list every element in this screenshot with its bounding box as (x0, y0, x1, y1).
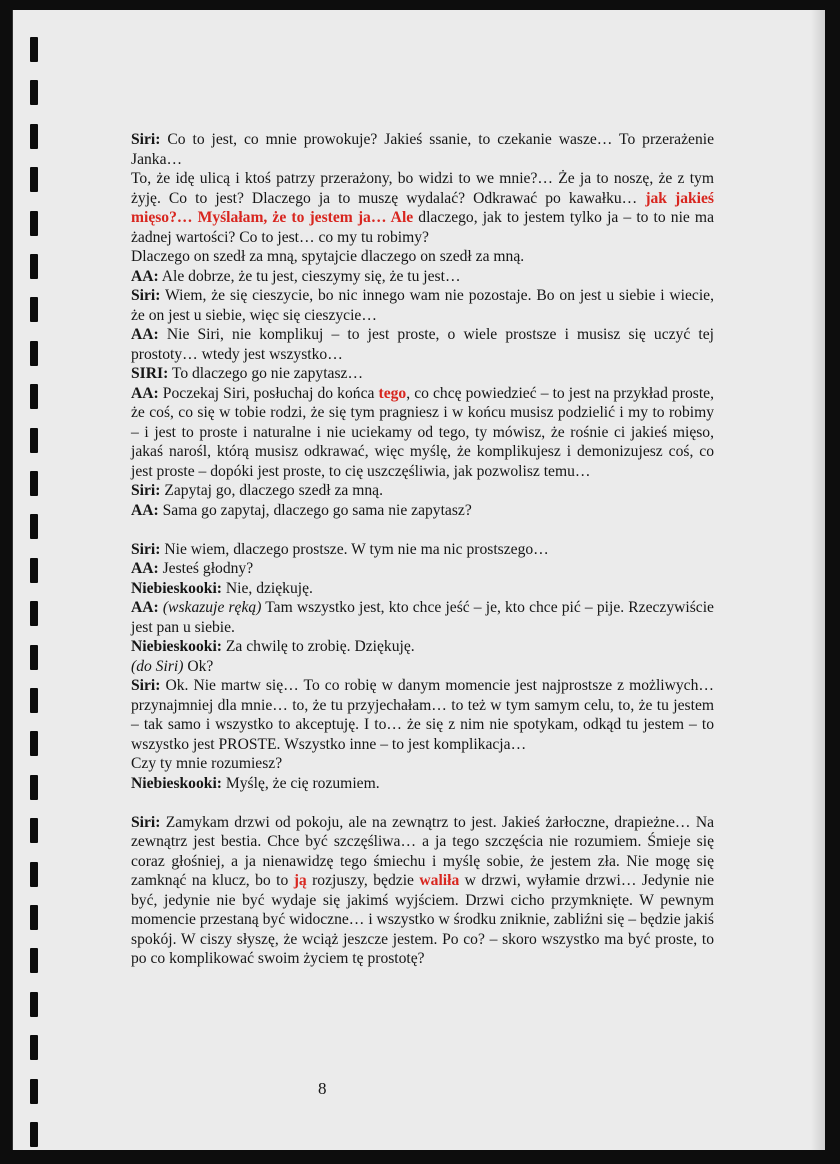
dialogue-text-run: w drzwi, wyłamie drzwi… Jedynie nie być, jedynie nie być wydaje się jakimś wyjściem. Drzwi cicho przymknięte. W pewnym momencie przestaną być widoczne… i wszystko w środku zniknie, zabliźni się – będzie jakiś spokój. W ciszy słyszę, że wciąż jeszcze jestem. Po co? – skoro wszystko ma być proste, to po co komplikować swoim życiem tę prostotę? (131, 872, 714, 967)
dialogue-paragraph (131, 130, 714, 169)
speaker-name: AA: (131, 560, 159, 577)
speaker-name: Siri: (131, 540, 161, 558)
binding-hole (30, 645, 38, 670)
binding-hole (30, 558, 38, 583)
dialogue-text-run: , co chcę powiedzieć – to jest na przykład proste, że coś, co się w tobie rodzi, że się tym pragniesz i w końcu musisz podzielić i my to robimy – i jest to proste i naturalne i nie uciekamy od tego, ty mówisz, że rośnie ci jakieś mięso, jakaś narośl, którą musisz odkrawać, więc myślę, że komplikujesz i demonizujesz coś, co jest proste – dopóki jest proste, to cię uszczęśliwia, jak pozwolisz temu… (131, 384, 714, 480)
dialogue-text (131, 130, 714, 969)
binding-hole (30, 731, 38, 756)
highlighted-text: waliła (419, 872, 460, 889)
binding-hole (30, 818, 38, 843)
dialogue-text-run: Nie Siri, nie komplikuj – to jest proste, o wiele prostsze i musisz się uczyć tej prostoty… wtedy jest wszystko… (131, 326, 714, 363)
dialogue-text-run: Tam wszystko jest, kto chce jeść – je, kto chce pić – pije. Rzeczywiście jest pan u siebie. (131, 599, 714, 636)
binding-hole (30, 905, 38, 930)
dialogue-paragraph (131, 774, 714, 794)
paragraph-gap (131, 793, 714, 813)
binding-hole (30, 211, 38, 236)
binding-hole (30, 471, 38, 496)
dialogue-text-run: Co to jest, co mnie prowokuje? Jakieś ssanie, to czekanie wasze… To przerażenie Janka… (131, 131, 714, 168)
dialogue-paragraph (131, 754, 714, 774)
dialogue-paragraph (131, 247, 714, 267)
dialogue-paragraph (131, 384, 714, 482)
dialogue-paragraph (131, 637, 714, 657)
dialogue-paragraph (131, 657, 714, 677)
stage-direction: (do Siri) (131, 657, 184, 675)
dialogue-paragraph (131, 267, 714, 287)
binding-hole (30, 254, 38, 279)
dialogue-text-run: Jesteś głodny? (158, 560, 254, 577)
binding-hole (30, 384, 38, 409)
dialogue-text-run: Ok. Nie martw się… To co robię w danym momencie jest najprostsze z możliwych… przynajmniej dla mnie… to, że tu przyjechałam… to też w tym samym celu, to, że tu jestem – tak samo i wszystko to akceptuję. I to… że się z nim nie spotykam, odkąd tu jestem – to wszystko jest PROSTE. Wszystko inne – to jest komplikacja… (131, 677, 714, 753)
speaker-name: AA: (131, 326, 159, 343)
dialogue-text-run: Zamykam drzwi od pokoju, ale na zewnątrz to jest. Jakieś żarłoczne, drapieżne… Na zewnątrz jest bestia. Chce być szczęśliwa… a ja tego szczęścia nie rozumiem. Śmieje się coraz głośniej, a ja nienawidzę tego śmiechu i myślę sobie, że jestem zła. Nie mogę się zamknąć na klucz, bo to (131, 813, 714, 889)
dialogue-text-run: rozjuszy, będzie (306, 872, 420, 889)
binding-hole (30, 37, 38, 62)
dialogue-text-run: Sama go zapytaj, dlaczego go sama nie zapytasz? (158, 501, 472, 519)
binding-hole (30, 514, 38, 539)
dialogue-text-run: To dlaczego go nie zapytasz… (168, 365, 364, 382)
dialogue-paragraph (131, 501, 714, 521)
speaker-name: Niebieskooki: (131, 638, 222, 655)
speaker-name: AA: (131, 501, 159, 519)
speaker-name: Siri: (131, 677, 161, 694)
highlighted-text: tego (378, 384, 407, 402)
speaker-name: Siri: (131, 813, 161, 831)
speaker-name: AA: (131, 384, 159, 402)
speaker-name: SIRI: (131, 365, 169, 382)
binding-hole (30, 601, 38, 626)
dialogue-text-run: Wiem, że się cieszycie, bo nic innego wam nie pozostaje. Bo on jest u siebie i wiecie, że on jest u siebie, więc się cieszycie… (131, 287, 714, 324)
binding-hole (30, 1079, 38, 1104)
binding-hole (30, 341, 38, 366)
dialogue-text-run: Poczekaj Siri, posłuchaj do końca (158, 384, 379, 402)
dialogue-text-run: Dlaczego on szedł za mną, spytajcie dlaczego on szedł za mną. (131, 248, 525, 265)
binding-hole (30, 992, 38, 1017)
speaker-name: AA: (131, 599, 159, 616)
dialogue-text-run: Myślę, że cię rozumiem. (221, 774, 380, 792)
speaker-name: Siri: (131, 131, 161, 148)
dialogue-text-run: Ok? (183, 657, 214, 675)
dialogue-text-run: Zapytaj go, dlaczego szedł za mną. (160, 482, 383, 499)
dialogue-text-run: To, że idę ulicą i ktoś patrzy przerażony, bo widzi to we mnie?… Że ja to noszę, że z tym żyję. Co to jest? Dlaczego ja to muszę wydalać? Odkrawać po kawałku… (131, 170, 714, 207)
binding-hole (30, 167, 38, 192)
dialogue-paragraph (131, 481, 714, 501)
dialogue-text-run: dlaczego, jak to jestem tylko ja – to to nie ma żadnej wartości? Co to jest… co my tu robimy? (131, 209, 714, 246)
binding-hole (30, 428, 38, 453)
dialogue-text-run: Czy ty mnie rozumiesz? (131, 755, 283, 772)
dialogue-paragraph (131, 325, 714, 364)
binding-hole (30, 124, 38, 149)
dialogue-paragraph (131, 169, 714, 247)
stage-direction: (wskazuje ręką) (162, 599, 262, 616)
dialogue-paragraph (131, 559, 714, 579)
speaker-name: Siri: (131, 287, 161, 304)
dialogue-paragraph (131, 579, 714, 599)
highlighted-text: ją (293, 872, 307, 889)
binding-hole (30, 862, 38, 887)
dialogue-paragraph (131, 286, 714, 325)
binding-hole (30, 80, 38, 105)
dialogue-text-run: Nie, dziękuję. (221, 579, 313, 597)
page-number: 8 (318, 1079, 327, 1098)
binding-hole (30, 688, 38, 713)
speaker-name: Niebieskooki: (131, 774, 222, 792)
speaker-name: Niebieskooki: (131, 579, 222, 597)
speaker-name: AA: (131, 267, 159, 285)
binding-hole (30, 948, 38, 973)
document-page (12, 10, 825, 1150)
dialogue-paragraph (131, 364, 714, 384)
binding-hole (30, 297, 38, 322)
dialogue-text-run: Nie wiem, dlaczego prostsze. W tym nie ma nic prostszego… (160, 540, 549, 558)
dialogue-paragraph (131, 598, 714, 637)
dialogue-paragraph (131, 676, 714, 754)
speaker-name: Siri: (131, 482, 161, 499)
binding-hole (30, 1035, 38, 1060)
dialogue-text-run: Za chwilę to zrobię. Dziękuję. (221, 638, 415, 655)
dialogue-paragraph (131, 540, 714, 560)
dialogue-paragraph (131, 813, 714, 969)
highlighted-text: jak jakieś mięso?… Myślałam, że to jestem ja… Ale (131, 189, 714, 226)
paragraph-gap (131, 520, 714, 540)
dialogue-text-run: Ale dobrze, że tu jest, cieszymy się, że tu jest… (158, 267, 461, 285)
binding-hole (30, 775, 38, 800)
binding-hole (30, 1122, 38, 1147)
